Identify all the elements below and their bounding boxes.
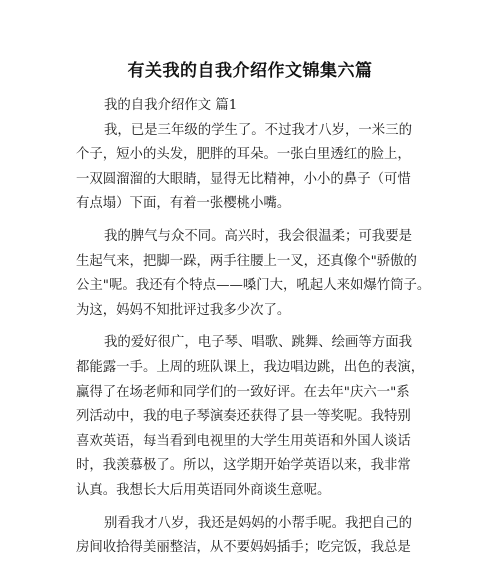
paragraph-line: 公主"呢。我还有个特点——嗓门大，吼起人来如爆竹筒子。 [76,278,431,294]
paragraph-line: 我，已是三年级的学生了。不过我才八岁，一米三的 [104,122,412,138]
paragraph-line: 一双圆溜溜的大眼睛，显得无比精神，小小的鼻子（可惜 [76,171,411,187]
paragraph-4 [76,512,426,561]
paragraph-line: 赢得了在场老师和同学们的一致好评。在去年"庆六一"系 [76,384,410,400]
paragraph-line: 有点塌）下面，有着一张樱桃小嘴。 [76,196,291,212]
paragraph-line: 别看我才八岁，我还是妈妈的小帮手呢。我把自己的 [104,515,412,531]
section-heading: 我的自我介绍作文 篇1 [104,98,238,113]
paragraph-3 [76,331,426,503]
paragraph-line: 列活动中，我的电子琴演奏还获得了县一等奖呢。我特别 [76,409,411,425]
document-body [76,94,431,561]
paragraph-gap [76,504,426,512]
paragraph-1 [76,119,426,217]
paragraph-line: 我的脾气与众不同。高兴时，我会很温柔；可我要是 [104,228,412,244]
paragraph-line: 我的爱好很广，电子琴、唱歌、跳舞、绘画等方面我 [104,335,412,351]
paragraph-line: 房间收拾得美丽整洁，从不要妈妈插手；吃完饭，我总是 [76,540,411,556]
paragraph-gap [76,323,426,331]
paragraph-line: 为这，妈妈不知批评过我多少次了。 [76,302,291,318]
document-title: 有关我的自我介绍作文锦集六篇 [127,61,373,81]
paragraph-line: 个子，短小的头发，肥胖的耳朵。一张白里透红的脸上， [76,147,411,163]
paragraph-2 [76,225,431,323]
paragraph-line: 生起气来，把脚一跺，两手往腰上一叉，还真像个"骄傲的 [76,253,417,269]
paragraph-line: 时，我羡慕极了。所以，这学期开始学英语以来，我非常 [76,458,411,474]
paragraph-line: 喜欢英语，每当看到电视里的大学生用英语和外国人谈话 [76,433,411,449]
paragraph-line: 认真。我想长大后用英语同外商谈生意呢。 [76,482,331,498]
paragraph-line: 都能露一手。上周的班队课上，我边唱边跳，出色的表演， [76,359,425,375]
paragraph-gap [76,217,426,225]
